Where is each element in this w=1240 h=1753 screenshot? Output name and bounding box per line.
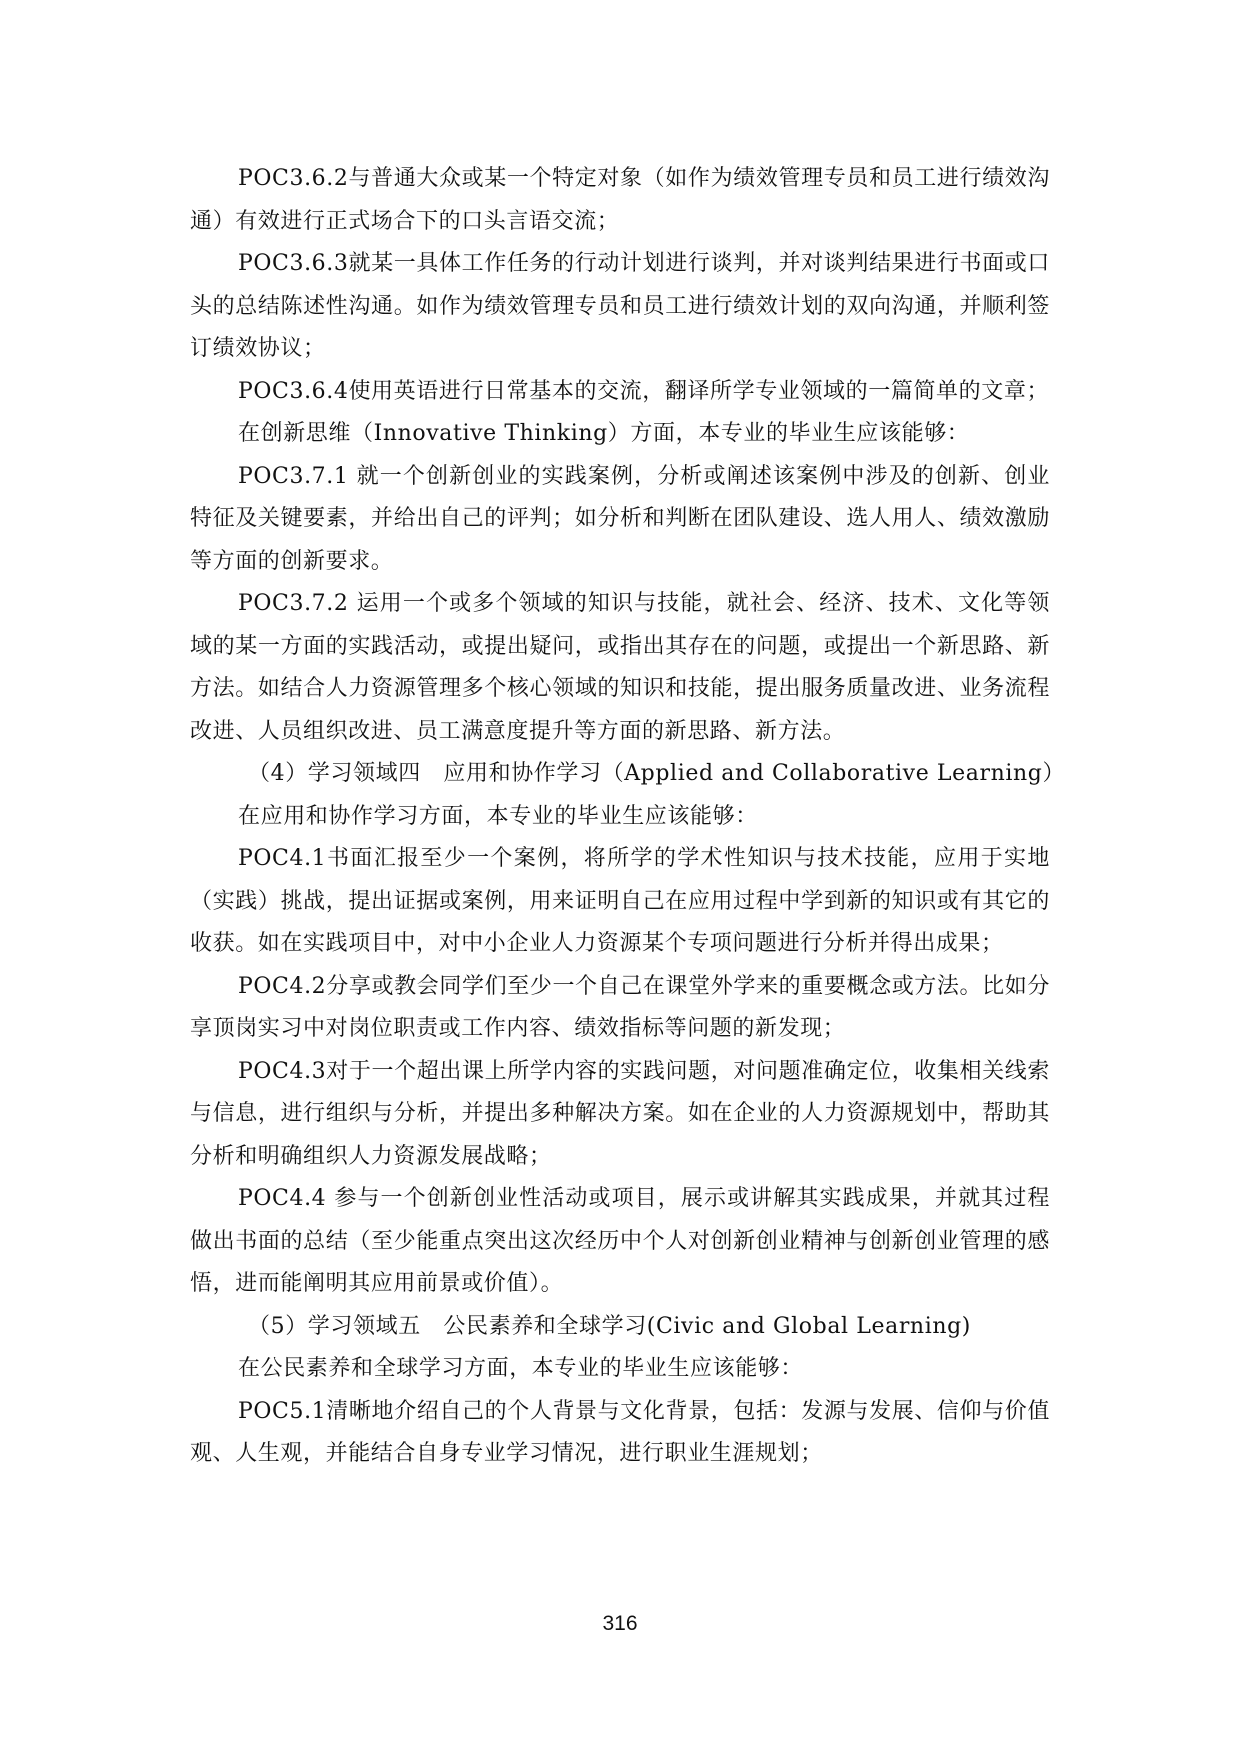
paragraph-innovative-thinking-intro: 在创新思维（Innovative Thinking）方面，本专业的毕业生应该能够： bbox=[238, 421, 970, 446]
paragraph-poc3-7-2: POC3.7.2 运用一个或多个领域的知识与技能，就社会、经济、技术、文化等领域的某一方面的实践活动，或提出疑问，或指出其存在的问题，或提出一个新思路、新方法。如结合人力资源管理多个核心领域的知识和技能，提出服务质量改进、业务流程改进、人员组织改进、员工满意度提升等方面的新思路、新方法。 bbox=[190, 591, 1050, 744]
section-heading-learning-domain-4: （4）学习领域四 应用和协作学习（Applied and Collaborative Learning） bbox=[248, 761, 1066, 786]
paragraph-civic-learning-intro: 在公民素养和全球学习方面，本专业的毕业生应该能够： bbox=[238, 1356, 804, 1381]
paragraph-poc5-1: POC5.1清晰地介绍自己的个人背景与文化背景，包括：发源与发展、信仰与价值观、人生观，并能结合自身专业学习情况，进行职业生涯规划； bbox=[190, 1398, 1050, 1466]
page-number: 316 bbox=[602, 1612, 638, 1635]
paragraph-poc4-2: POC4.2分享或教会同学们至少一个自己在课堂外学来的重要概念或方法。比如分享顶岗实习中对岗位职责或工作内容、绩效指标等问题的新发现； bbox=[190, 973, 1050, 1041]
paragraph-poc4-4: POC4.4 参与一个创新创业性活动或项目，展示或讲解其实践成果，并就其过程做出书面的总结（至少能重点突出这次经历中个人对创新创业精神与创新创业管理的感悟，进而能阐明其应用前景或价值）。 bbox=[190, 1186, 1050, 1296]
paragraph-applied-learning-intro: 在应用和协作学习方面，本专业的毕业生应该能够： bbox=[238, 803, 758, 829]
paragraph-poc3-6-4: POC3.6.4使用英语进行日常基本的交流，翻译所学专业领域的一篇简单的文章； bbox=[238, 378, 1050, 404]
section-heading-learning-domain-5: （5）学习领域五 公民素养和全球学习(Civic and Global Learning) bbox=[248, 1313, 971, 1339]
document-body bbox=[190, 158, 1066, 1476]
paragraph-poc4-3: POC4.3对于一个超出课上所学内容的实践问题，对问题准确定位，收集相关线索与信息，进行组织与分析，并提出多种解决方案。如在企业的人力资源规划中，帮助其分析和明确组织人力资源发展战略； bbox=[190, 1058, 1050, 1169]
paragraph-poc3-6-3: POC3.6.3就某一具体工作任务的行动计划进行谈判，并对谈判结果进行书面或口头的总结陈述性沟通。如作为绩效管理专员和员工进行绩效计划的双向沟通，并顺利签订绩效协议； bbox=[190, 251, 1050, 361]
paragraph-poc3-7-1: POC3.7.1 就一个创新创业的实践案例，分析或阐述该案例中涉及的创新、创业特征及关键要素，并给出自己的评判；如分析和判断在团队建设、选人用人、绩效激励等方面的创新要求。 bbox=[190, 463, 1050, 574]
paragraph-poc3-6-2: POC3.6.2与普通大众或某一个特定对象（如作为绩效管理专员和员工进行绩效沟通）有效进行正式场合下的口头言语交流； bbox=[190, 166, 1050, 234]
paragraph-poc4-1: POC4.1书面汇报至少一个案例，将所学的学术性知识与技术技能，应用于实地（实践）挑战，提出证据或案例，用来证明自己在应用过程中学到新的知识或有其它的收获。如在实践项目中，对中小企业人力资源某个专项问题进行分析并得出成果； bbox=[190, 846, 1050, 956]
